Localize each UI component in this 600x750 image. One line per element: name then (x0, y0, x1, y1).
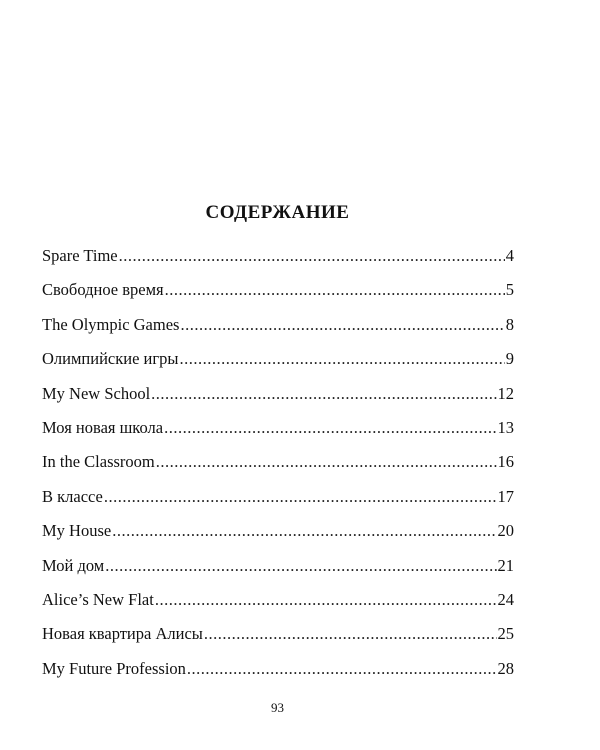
toc-entry-title: The Olympic Games (42, 314, 180, 334)
toc-entry-page: 12 (497, 383, 514, 403)
toc-entry (42, 519, 514, 553)
toc-entry-title: Свободное время (42, 280, 164, 300)
toc-entry-page: 16 (497, 452, 514, 472)
toc-entry (42, 416, 514, 450)
dot-leader (119, 244, 505, 268)
toc-entry-page: 20 (497, 521, 514, 541)
toc-entry (42, 450, 514, 484)
toc-entry-page: 5 (505, 280, 514, 300)
toc-entry-title: In the Classroom (42, 452, 155, 472)
toc-entry-title: Моя новая школа (42, 417, 164, 437)
dot-leader (187, 657, 497, 681)
toc-entry-page: 28 (497, 658, 514, 678)
dot-leader (156, 450, 497, 474)
toc-entry-title: My Future Profession (42, 658, 186, 678)
toc-entry (42, 554, 514, 588)
toc-entry-title: My House (42, 521, 112, 541)
dot-leader (112, 519, 496, 543)
dot-leader (179, 347, 504, 371)
toc-entry-page: 9 (505, 349, 514, 369)
toc-entry (42, 622, 514, 656)
page-number: 93 (271, 700, 284, 715)
toc-entry (42, 382, 514, 416)
dot-leader (164, 416, 496, 440)
toc-entry (42, 244, 514, 278)
dot-leader (155, 588, 497, 612)
toc-entry-page: 24 (497, 589, 514, 609)
toc-entry (42, 313, 514, 347)
toc-entry-page: 25 (497, 624, 514, 644)
toc-entry-title: Новая квартира Алисы (42, 624, 203, 644)
toc-entry (42, 485, 514, 519)
toc-entry-title: My New School (42, 383, 151, 403)
dot-leader (151, 382, 496, 406)
toc-entry-title: Spare Time (42, 246, 118, 265)
toc-entry (42, 347, 514, 381)
dot-leader (180, 313, 504, 337)
toc-entry (42, 588, 514, 622)
toc-entry-page: 13 (497, 417, 514, 437)
toc-list (42, 244, 514, 691)
toc-entry-page: 8 (505, 314, 514, 334)
toc-heading: СОДЕРЖАНИЕ (205, 202, 350, 223)
toc-entry-page: 21 (497, 555, 514, 575)
toc-entry-page: 17 (497, 486, 514, 506)
dot-leader (204, 622, 497, 646)
dot-leader (105, 554, 496, 578)
dot-leader (104, 485, 497, 509)
toc-entry-page: 4 (505, 246, 514, 265)
toc-entry-title: В классе (42, 486, 103, 506)
dot-leader (165, 278, 505, 302)
toc-entry (42, 657, 514, 691)
toc-entry-title: Олимпийские игры (42, 349, 179, 369)
toc-entry (42, 278, 514, 312)
toc-entry-title: Мой дом (42, 555, 105, 575)
toc-entry-title: Alice’s New Flat (42, 589, 154, 609)
